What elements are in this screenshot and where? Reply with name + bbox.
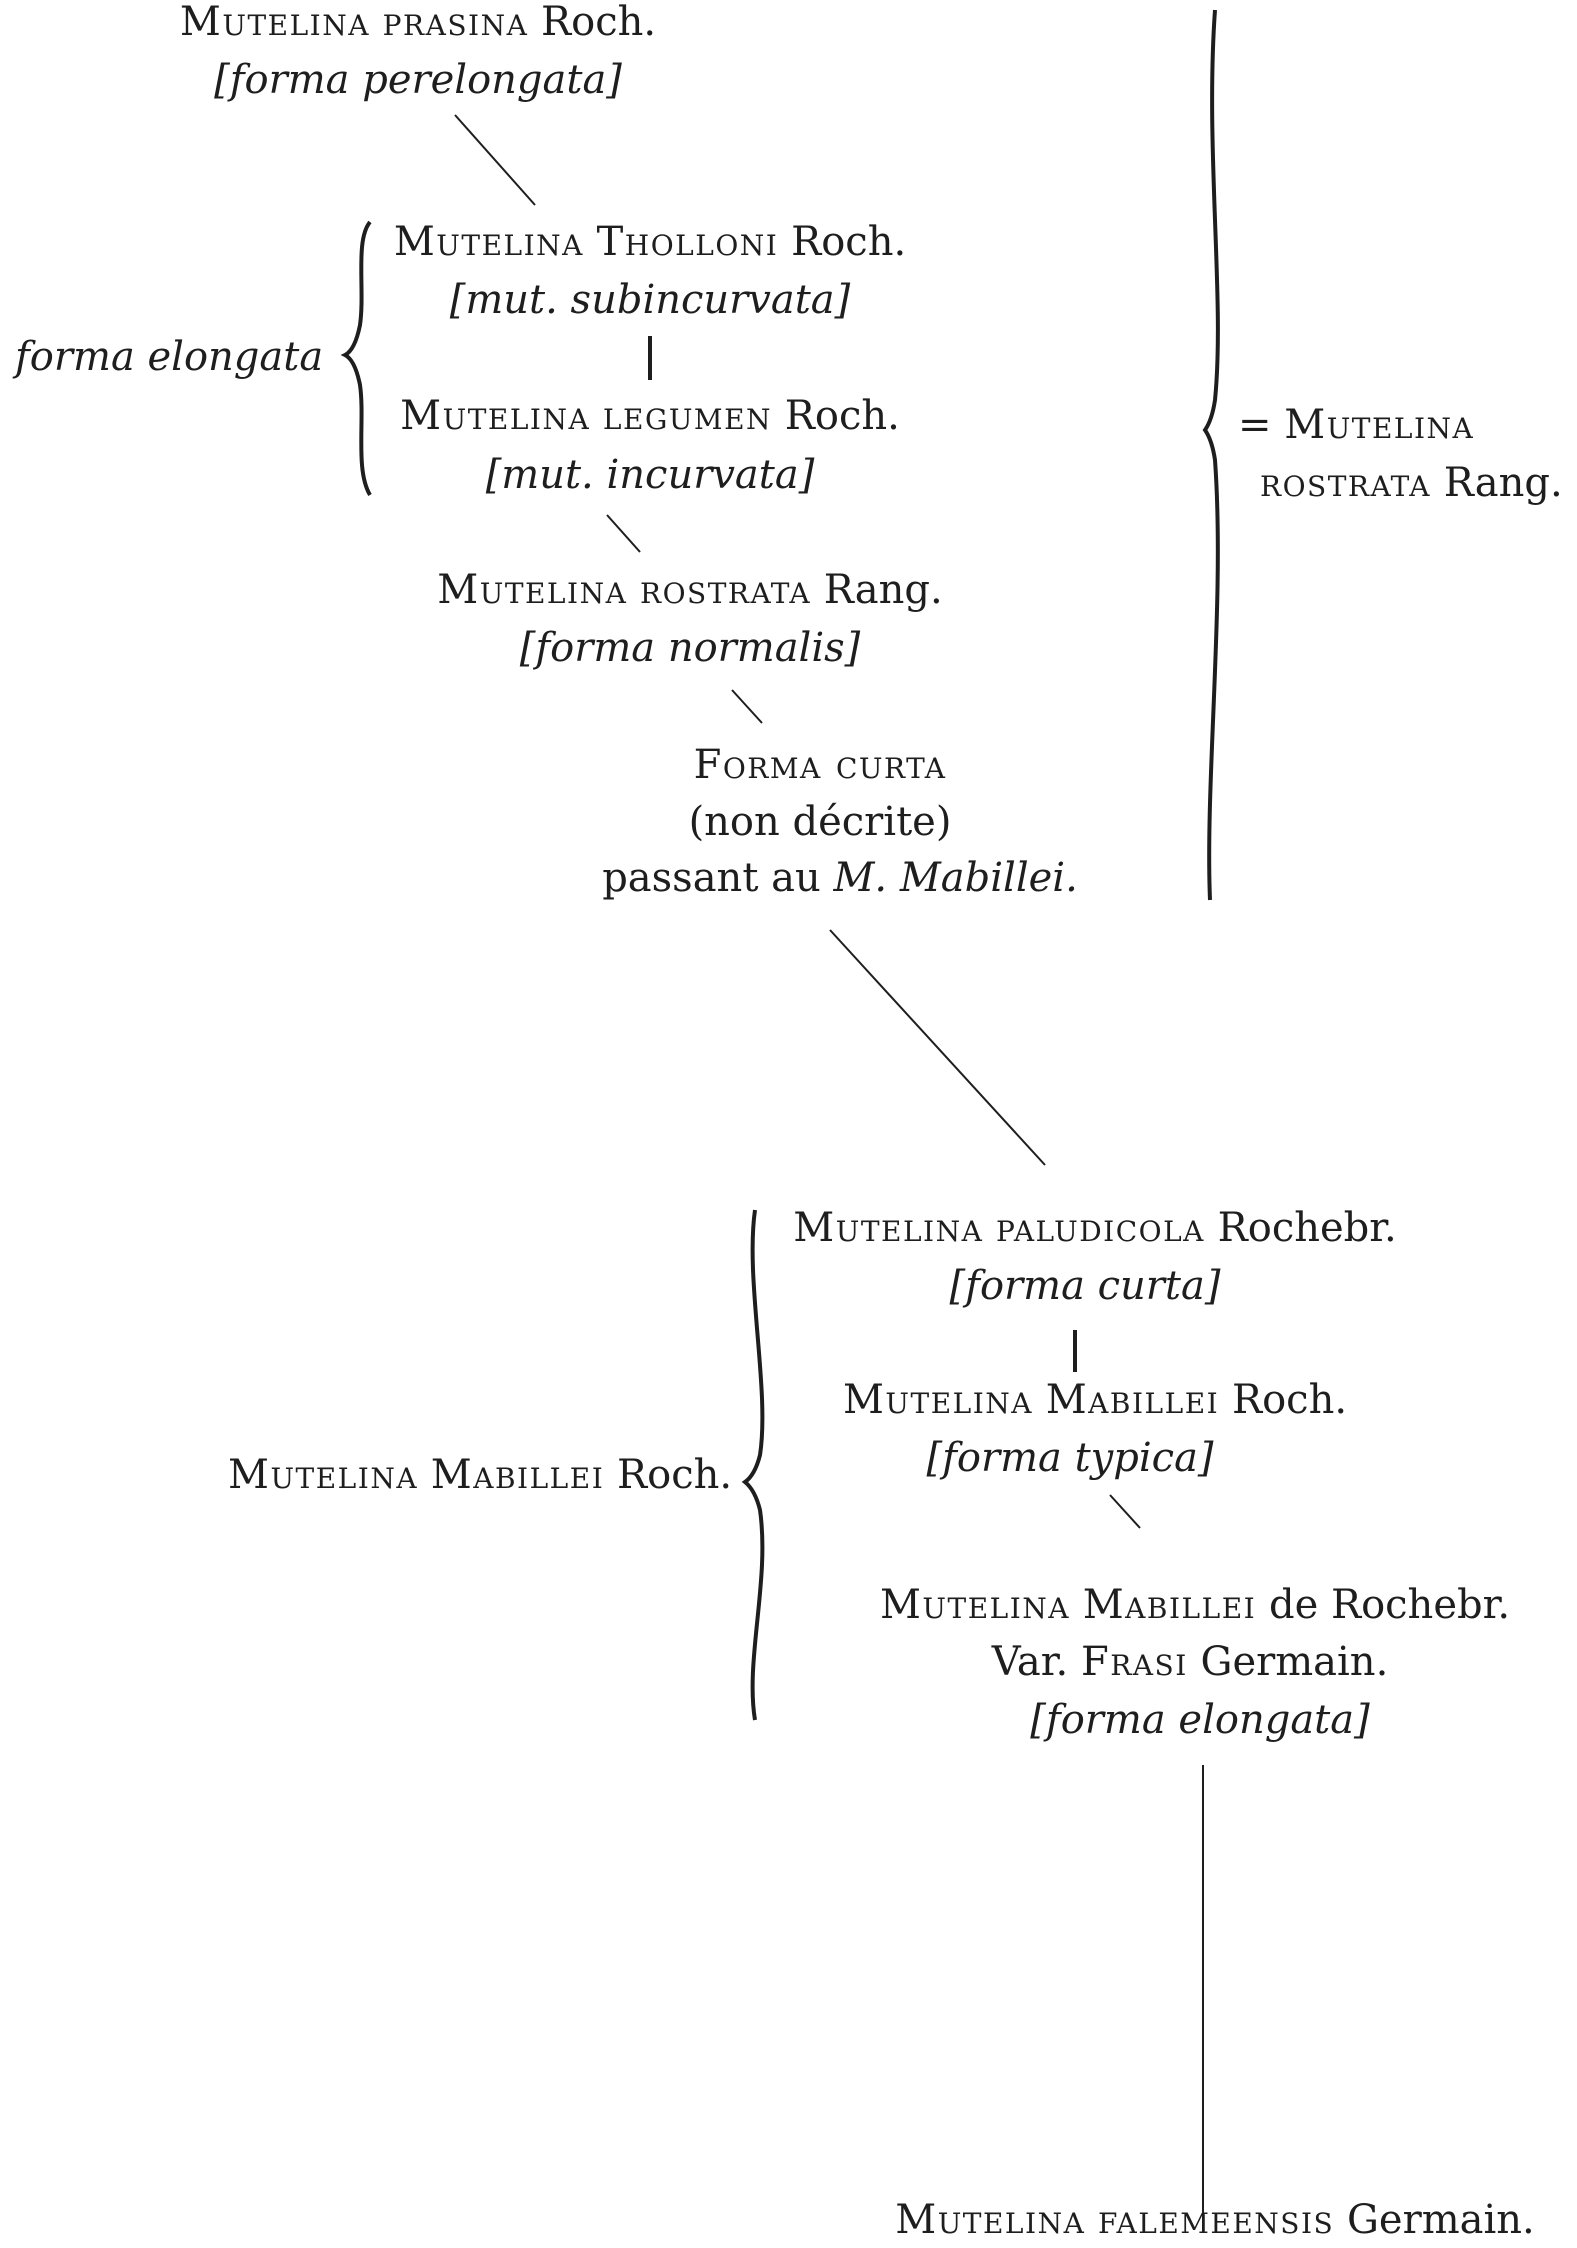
node-legumen-form: [mut. incurvata] [485,452,815,498]
genus-label: Mutelina [1284,402,1475,448]
node-mabillei-form: [forma typica] [926,1435,1214,1481]
node-prasina [179,0,657,45]
node-rostrata-form: [forma normalis] [519,625,861,671]
brace-mutelina-mabillei [745,1210,762,1720]
node-forma-curta-line2: (non décrite) [688,799,952,845]
node-frasi [879,1582,1511,1628]
genus-label: Mutelina [400,393,591,439]
synonym-line1 [1238,402,1475,448]
author-label: Roch. [541,0,657,45]
node-rostrata [437,567,943,613]
link-rostrata-curta [732,690,762,723]
node-paludicola [793,1205,1397,1251]
node-falemeensis [895,2197,1535,2243]
node-forma-curta-line3 [602,855,1078,901]
author-label: Roch. [617,1452,733,1498]
genus-label: Mutelina [842,1377,1034,1423]
author-label: Roch. [784,393,900,439]
species-label: legumen [602,393,773,439]
equals-sign: = [1238,402,1272,448]
species-label: falemeensis [1098,2197,1335,2243]
node-legumen [400,393,900,439]
link-legumen-rostrata [607,515,640,552]
genus-label: Mutelina [393,219,584,265]
node-frasi-form: [forma elongata] [1030,1697,1370,1743]
species-label: paludicola [996,1205,1205,1251]
node-tholloni [393,219,907,265]
node-tholloni-form: [mut. subincurvata] [449,277,851,323]
brace-synonym [1205,10,1218,900]
genus-label: Mutelina [793,1205,984,1251]
link-prasina-tholloni [455,115,535,205]
author-label: Rochebr. [1217,1205,1397,1251]
species-label: prasina [382,0,529,45]
node-prasina-form: [forma perelongata] [214,57,622,103]
genus-label: Mutelina [879,1582,1071,1628]
genus-label: Mutelina [228,1452,419,1498]
node-mabillei [842,1377,1348,1423]
author-label: Rang. [1443,460,1563,506]
author-label: Rang. [823,567,943,613]
group-label-mutelina-mabillei [228,1452,733,1498]
group-label-forma-elongata: forma elongata [15,334,324,380]
author-label: de Rochebr. [1268,1582,1511,1628]
author-label: Germain. [1346,2197,1535,2243]
node-paludicola-form: [forma curta] [949,1263,1221,1309]
species-label: rostrata [640,567,812,613]
node-frasi-variety [991,1639,1389,1685]
synonym-line2 [1260,460,1563,506]
var-author: Germain. [1200,1639,1389,1685]
author-label: Roch. [1231,1377,1348,1423]
author-label: Roch. [791,219,907,265]
genus-label: Mutelina [179,0,370,45]
link-mabillei-frasi [1110,1495,1140,1528]
genus-label: Mutelina [437,567,628,613]
species-label: Mabillei [1082,1582,1257,1628]
species-label: Tholloni [596,219,779,265]
curta-line3-text: passant au [602,855,821,901]
link-curta-paludicola [830,930,1045,1165]
var-name: Frasi [1080,1639,1188,1685]
node-forma-curta: Forma curta [693,742,947,788]
var-label: Var. [991,1639,1069,1685]
brace-forma-elongata [345,222,370,495]
curta-line3-italic: M. Mabillei. [833,855,1078,901]
species-label: rostrata [1260,460,1432,506]
genus-label: Mutelina [895,2197,1086,2243]
species-label: Mabillei [1045,1377,1220,1423]
species-label: Mabillei [430,1452,605,1498]
